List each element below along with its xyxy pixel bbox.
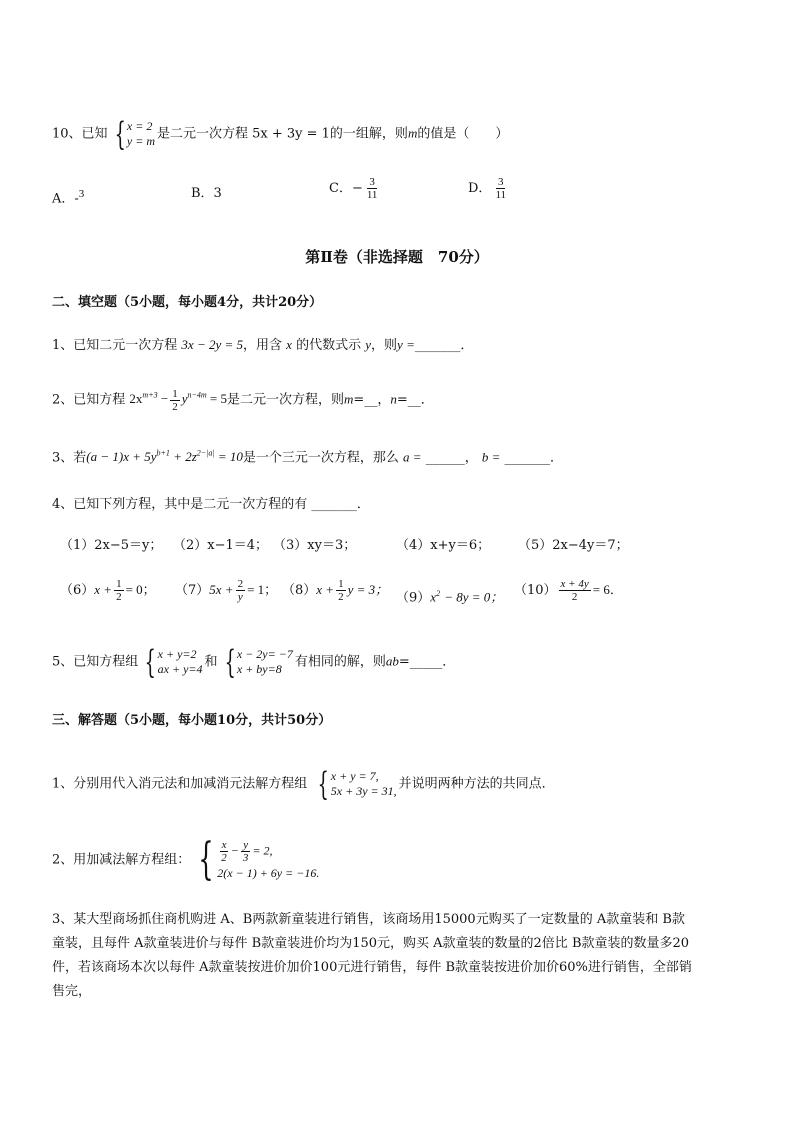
fill4-item-2: （2）x−1＝4；	[173, 538, 269, 553]
fill4-item-5: （5）2x−4y＝7；	[518, 538, 629, 553]
fill4-item-3: （3）xy＝3；	[273, 538, 357, 553]
solve-question-3: 3、某大型商场抓住商机购进 A、B两款新童装进行销售，该商场用15000元购买了一定数量的 A款童装和 B款童装，且每件 A款童装进价与每件 B款童装进价均为150元，购买 A款童装的数量的2倍比 B款童装的数量多20件，若该商场本次以每件 A款童装按进价加价100元进行销售，每件 B款童装按进价加价60%进行销售，全部销售完，	[52, 912, 692, 999]
fill4-item-9: $(9)x^2 - 8y = 0$；	[396, 589, 504, 606]
q10-system: { x = 2 y = m	[114, 115, 155, 153]
fill4-item-7: （7）5x + $\frac{2}{y}$ = 1；	[175, 578, 278, 603]
q10-suffix: 的值是（ ）	[417, 126, 509, 142]
section3-title: 三、解答题（5小题，每小题10分，共计50分）	[52, 713, 332, 728]
part2-title: 第Ⅱ卷（非选择题 70分）	[305, 248, 489, 266]
fill4-item-4: （4）x+y＝6；	[396, 538, 491, 553]
option-d: D． $\frac{3}{11}$	[468, 176, 507, 201]
fill5-system-2: { x − 2y= −7 x + by=8	[224, 643, 293, 681]
solve-question-2: 2、用加减法解方程组： { $\frac{x}{2}$ − $\frac{y}{3}$ = 2, 2(x − 1) + 6y = −16.	[52, 834, 320, 885]
option-a: A．-$^3$	[52, 188, 85, 207]
solve1-system: { x + y = 7, 5x + 3y = 31,	[318, 765, 397, 803]
option-c: C．− $\frac{3}{11}$	[329, 176, 378, 201]
solve-question-1: 1、分别用代入消元法和加减消元法解方程组 { x + y = 7, 5x + 3y = 31, 并说明两种方法的共同点．	[52, 765, 555, 803]
fill-question-4: 4、已知下列方程，其中是二元一次方程的有 _______．	[52, 497, 370, 512]
option-b: B．3	[191, 186, 222, 201]
fill5-system-1: { x + y=2 ax + y=4	[144, 643, 203, 681]
fill-question-5: 5、已知方程组 { x + y=2 ax + y=4 和 { x − 2y= −7 x + by=8 有相同的解，则ab=_____．	[52, 643, 456, 681]
q10-prefix: 10、已知	[52, 126, 108, 142]
fill-question-2: 2、已知方程 $2x^{m+3}$ − $\frac{1}{2}$ $y^{n-4m} = 5$是二元一次方程，则m=__，n=__．	[52, 388, 434, 413]
fill-question-1: 1、已知二元一次方程 3x − 2y = 5，用含 x 的代数式示 y，则y =_______．	[52, 337, 474, 353]
q10-sys2: y = m	[126, 134, 155, 148]
q10-sys1: x = 2	[126, 119, 153, 133]
q10-var: m	[407, 125, 418, 141]
fill4-item-8: （8）x + $\frac{1}{2}$ y = 3；	[282, 578, 389, 603]
fill4-item-1: （1）2x−5＝y；	[60, 538, 163, 553]
solve2-system: { $\frac{x}{2}$ − $\frac{y}{3}$ = 2, 2(x − 1) + 6y = −16.	[198, 834, 320, 885]
q10-mid: 是二元一次方程 5x + 3y = 1的一组解，则	[157, 126, 408, 142]
q10-line	[52, 115, 509, 153]
fill4-item-6: （6）x + $\frac{1}{2}$ = 0；	[60, 578, 156, 603]
fill-question-3: 3、若$(a - 1)x + 5y^{b+1} + 2z^{2-|a|} = 10$是一个三元一次方程，那么 a = ______， b = _______．	[52, 449, 564, 466]
section2-title: 二、填空题（5小题，每小题4分，共计20分）	[52, 295, 323, 310]
fill4-item-10: （10） $\frac{x + 4y}{2}$ = 6．	[514, 578, 623, 603]
